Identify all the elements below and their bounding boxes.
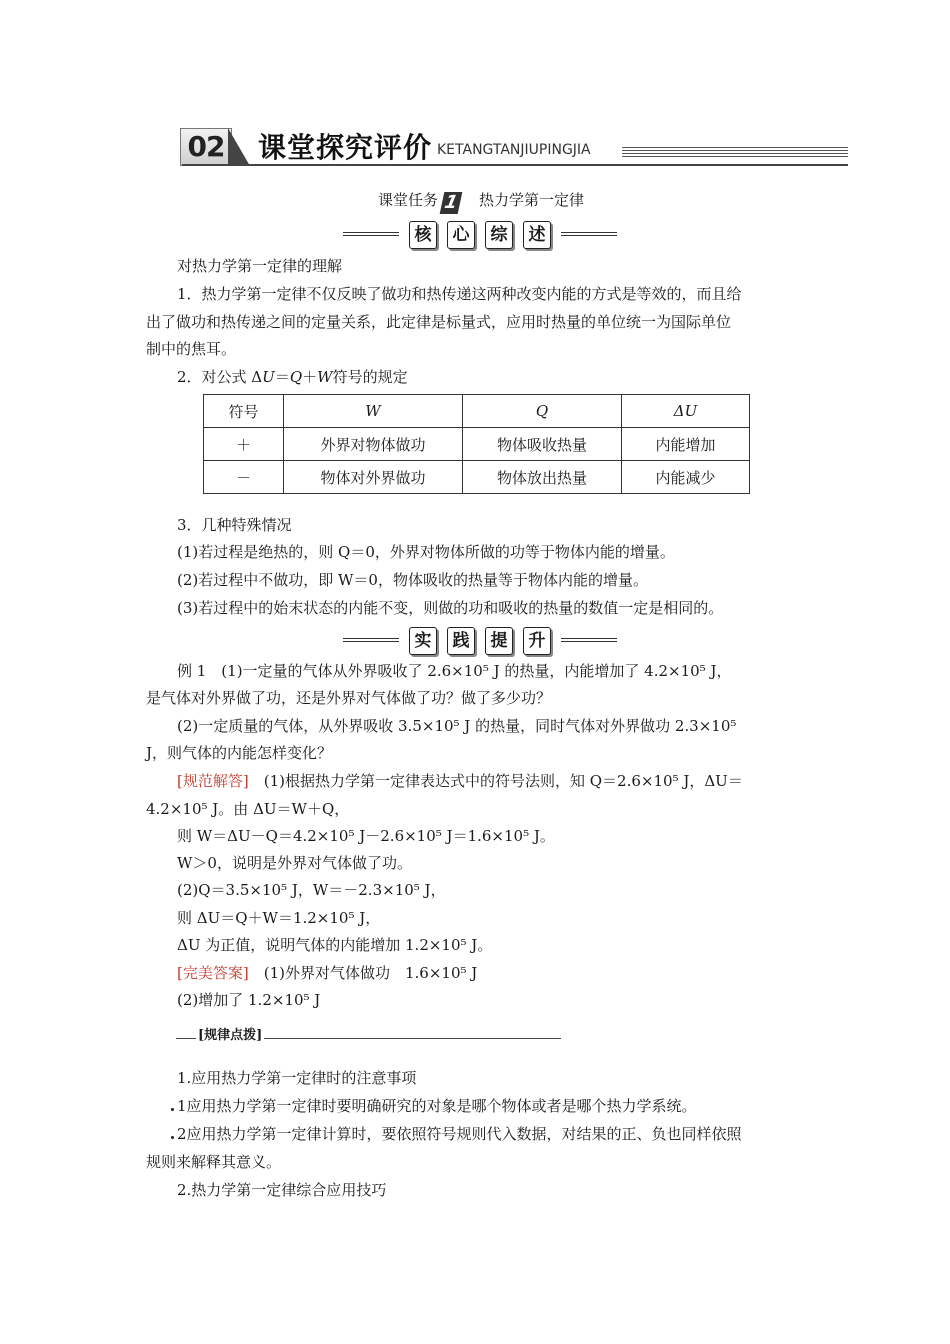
table-cell: ＋ bbox=[204, 428, 284, 461]
table-header-row bbox=[204, 395, 750, 428]
heading-char: 实 bbox=[409, 627, 437, 655]
table-row bbox=[204, 428, 750, 461]
paragraph-heading: 对热力学第一定律的理解 bbox=[177, 257, 343, 275]
heading-char: 践 bbox=[447, 627, 475, 655]
heading-char: 提 bbox=[485, 627, 513, 655]
solution-line: W＞0，说明是外界对气体做了功。 bbox=[177, 854, 412, 872]
table-header-cell: Q bbox=[463, 395, 622, 428]
table-row bbox=[204, 461, 750, 494]
emphasis-dot bbox=[171, 1108, 174, 1111]
task-number-badge: 1 bbox=[440, 192, 463, 214]
table-cell: 物体放出热量 bbox=[463, 461, 622, 494]
table-cell: 外界对物体做功 bbox=[284, 428, 463, 461]
answer-line: [完美答案] (1)外界对气体做功 1.6×10⁵ J bbox=[177, 964, 478, 982]
table-header-cell: ΔU bbox=[622, 395, 750, 428]
table-cell: 内能增加 bbox=[622, 428, 750, 461]
solution-line: 则 ΔU＝Q＋W＝1.2×10⁵ J， bbox=[177, 909, 381, 927]
emphasis-dot bbox=[171, 1136, 174, 1139]
paragraph-line: 制中的焦耳。 bbox=[146, 340, 237, 358]
solution-tag: [规范解答] bbox=[177, 772, 249, 790]
banner-underline bbox=[182, 164, 848, 166]
section-number: 02 bbox=[180, 128, 232, 166]
table-cell: 物体对外界做功 bbox=[284, 461, 463, 494]
formula-rule-heading: 2．对公式 ΔU＝Q＋W符号的规定 bbox=[177, 368, 408, 386]
heading-rule-right bbox=[561, 638, 617, 644]
tip-item: 规则来解释其意义。 bbox=[146, 1153, 282, 1171]
table-header-cell: 符号 bbox=[204, 395, 284, 428]
solution-line: (2)Q＝3.5×10⁵ J，W＝－2.3×10⁵ J， bbox=[177, 881, 446, 899]
banner-rule-lines bbox=[622, 147, 848, 159]
heading-char: 综 bbox=[485, 221, 513, 249]
heading-char: 述 bbox=[523, 221, 551, 249]
heading-char: 心 bbox=[447, 221, 475, 249]
heading-rule-left bbox=[343, 638, 399, 644]
solution-line: 则 W＝ΔU－Q＝4.2×10⁵ J－2.6×10⁵ J＝1.6×10⁵ J。 bbox=[177, 827, 555, 845]
heading-char: 升 bbox=[523, 627, 551, 655]
table-cell: 物体吸收热量 bbox=[463, 428, 622, 461]
example-line: (2)一定质量的气体，从外界吸收 3.5×10⁵ J 的热量，同时气体对外界做功 2.3×10⁵ bbox=[177, 717, 737, 735]
example-line: 是气体对外界做了功，还是外界对气体做了功？做了多少功？ bbox=[146, 689, 552, 707]
solution-line: [规范解答] (1)根据热力学第一定律表达式中的符号法则，知 Q＝2.6×10⁵ J，ΔU＝ bbox=[177, 772, 743, 790]
paragraph-line: 出了做功和热传递之间的定量关系，此定律是标量式，应用时热量的单位统一为国际单位 bbox=[146, 313, 732, 331]
solution-line: 4.2×10⁵ J。由 ΔU＝W＋Q， bbox=[146, 800, 350, 818]
case-line: (1)若过程是绝热的，则 Q＝0，外界对物体所做的功等于物体内能的增量。 bbox=[177, 543, 675, 561]
section-title: 课堂探究评价 bbox=[258, 131, 433, 164]
case-line: (3)若过程中的始末状态的内能不变，则做的功和吸收的热量的数值一定是相同的。 bbox=[177, 599, 724, 617]
task-name: 热力学第一定律 bbox=[479, 191, 585, 209]
heading-rule-left bbox=[343, 232, 399, 238]
example-line: J，则气体的内能怎样变化？ bbox=[146, 744, 333, 762]
tip-heading: 2.热力学第一定律综合应用技巧 bbox=[177, 1181, 387, 1199]
table-cell: － bbox=[204, 461, 284, 494]
banner-slash-decoration bbox=[228, 128, 250, 166]
rule-tip-label: [规律点拨] bbox=[196, 1024, 264, 1043]
solution-line: ΔU 为正值，说明气体的内能增加 1.2×10⁵ J。 bbox=[177, 936, 493, 954]
tip-item: 2应用热力学第一定律计算时，要依照符号规则代入数据，对结果的正、负也同样依照 bbox=[177, 1125, 742, 1143]
task-title bbox=[378, 189, 584, 214]
sign-convention-table bbox=[203, 394, 750, 494]
paragraph-line: 1．热力学第一定律不仅反映了做功和热传递这两种改变内能的方式是等效的，而且给 bbox=[177, 285, 742, 303]
paragraph-heading: 3．几种特殊情况 bbox=[177, 516, 292, 534]
section-heading-practice bbox=[343, 627, 617, 655]
heading-char: 核 bbox=[409, 221, 437, 249]
tip-heading: 1.应用热力学第一定律时的注意事项 bbox=[177, 1069, 417, 1087]
table-cell: 内能减少 bbox=[622, 461, 750, 494]
case-line: (2)若过程中不做功，即 W＝0，物体吸收的热量等于物体内能的增量。 bbox=[177, 571, 648, 589]
rule-tip-divider bbox=[176, 1024, 561, 1043]
task-prefix: 课堂任务 bbox=[378, 191, 439, 209]
example-line: 例 1 (1)一定量的气体从外界吸收了 2.6×10⁵ J 的热量，内能增加了 4.2×10⁵ J， bbox=[177, 662, 732, 680]
answer-line: (2)增加了 1.2×10⁵ J bbox=[177, 991, 321, 1009]
heading-rule-right bbox=[561, 232, 617, 238]
answer-tag: [完美答案] bbox=[177, 964, 249, 982]
section-heading-core-summary bbox=[343, 221, 617, 249]
table-header-cell: W bbox=[284, 395, 463, 428]
tip-item: 1应用热力学第一定律时要明确研究的对象是哪个物体或者是哪个热力学系统。 bbox=[177, 1097, 697, 1115]
section-pinyin: KETANGTANJIUPINGJIA bbox=[437, 142, 591, 158]
